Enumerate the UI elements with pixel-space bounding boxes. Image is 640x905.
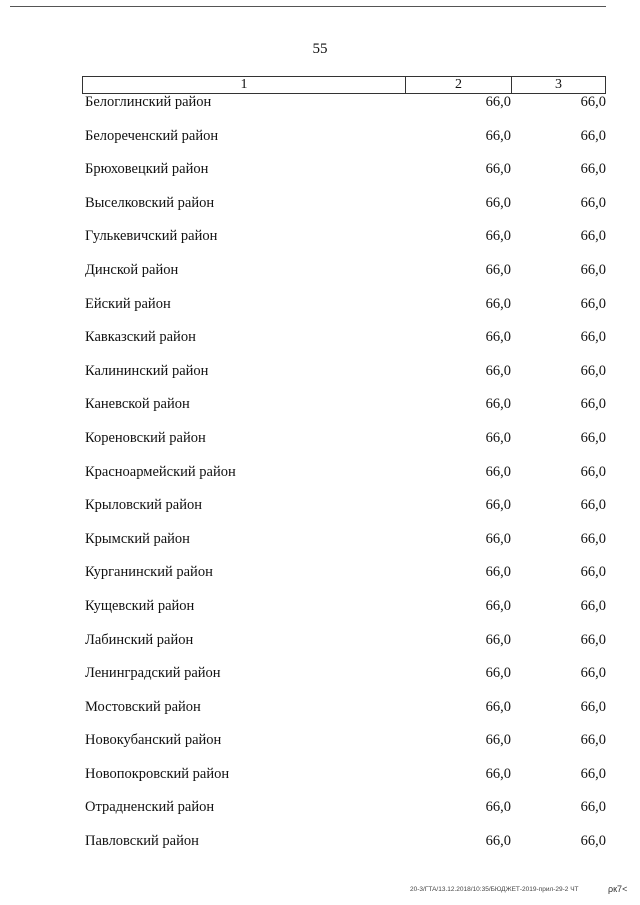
table-row [82, 428, 608, 462]
row-value-col-2: 66,0 [485, 429, 511, 446]
row-value-col-3: 66,0 [580, 362, 606, 379]
row-value-col-2: 66,0 [485, 161, 511, 178]
table-row [82, 226, 608, 260]
table-row [82, 697, 608, 731]
row-value-col-3: 66,0 [580, 261, 606, 278]
table-row [82, 630, 608, 664]
row-value-col-3: 66,0 [580, 194, 606, 211]
row-value-col-2: 66,0 [485, 194, 511, 211]
row-value-col-3: 66,0 [580, 765, 606, 782]
row-value-col-2: 66,0 [485, 732, 511, 749]
table-row [82, 562, 608, 596]
row-name: Павловский район [85, 833, 199, 850]
row-name: Новопокровский район [85, 765, 230, 782]
row-value-col-2: 66,0 [485, 530, 511, 547]
row-name: Отрадненский район [85, 799, 215, 816]
table-row [82, 596, 608, 630]
row-value-col-3: 66,0 [580, 698, 606, 715]
row-value-col-3: 66,0 [580, 564, 606, 581]
row-value-col-3: 66,0 [580, 161, 606, 178]
table-row [82, 159, 608, 193]
row-value-col-2: 66,0 [485, 362, 511, 379]
table-row [82, 294, 608, 328]
row-value-col-2: 66,0 [485, 329, 511, 346]
row-name: Брюховецкий район [85, 161, 209, 178]
top-rule [10, 6, 606, 7]
row-value-col-2: 66,0 [485, 698, 511, 715]
row-value-col-3: 66,0 [580, 429, 606, 446]
row-value-col-2: 66,0 [485, 463, 511, 480]
table-row [82, 529, 608, 563]
row-value-col-2: 66,0 [485, 765, 511, 782]
table-row [82, 797, 608, 831]
row-value-col-2: 66,0 [485, 396, 511, 413]
row-value-col-3: 66,0 [580, 665, 606, 682]
table-row [82, 730, 608, 764]
row-name: Новокубанский район [85, 732, 222, 749]
row-name: Динской район [85, 261, 179, 278]
row-value-col-3: 66,0 [580, 396, 606, 413]
header-col-1: 1 [83, 77, 406, 93]
row-name: Гулькевичский район [85, 228, 218, 245]
row-value-col-3: 66,0 [580, 127, 606, 144]
table-row [82, 126, 608, 160]
row-name: Ейский район [85, 295, 171, 312]
table-row [82, 462, 608, 496]
row-value-col-2: 66,0 [485, 228, 511, 245]
row-value-col-3: 66,0 [580, 295, 606, 312]
page-number: 55 [312, 41, 328, 57]
row-value-col-3: 66,0 [580, 597, 606, 614]
header-col-2: 2 [406, 77, 512, 93]
row-name: Кореновский район [85, 429, 206, 446]
row-name: Красноармейский район [85, 463, 236, 480]
table-row [82, 831, 608, 865]
table-row [82, 327, 608, 361]
row-value-col-3: 66,0 [580, 631, 606, 648]
row-value-col-2: 66,0 [485, 665, 511, 682]
footer-mark: ρк7< [608, 884, 628, 894]
row-value-col-2: 66,0 [485, 631, 511, 648]
table-row [82, 260, 608, 294]
row-value-col-2: 66,0 [485, 295, 511, 312]
table-row [82, 663, 608, 697]
table-row [82, 495, 608, 529]
header-col-3: 3 [555, 77, 562, 92]
row-value-col-3: 66,0 [580, 228, 606, 245]
row-name: Белоглинский район [85, 94, 212, 110]
row-value-col-2: 66,0 [485, 261, 511, 278]
row-name: Крыловский район [85, 497, 202, 514]
row-name: Мостовский район [85, 698, 201, 715]
row-value-col-2: 66,0 [485, 799, 511, 816]
row-value-col-3: 66,0 [580, 463, 606, 480]
row-name: Лабинский район [85, 631, 194, 648]
row-name: Курганинский район [85, 564, 213, 581]
row-value-col-2: 66,0 [485, 94, 511, 110]
row-name: Каневской район [85, 396, 190, 413]
row-name: Выселковский район [85, 194, 215, 211]
table-row [82, 193, 608, 227]
table-row [82, 394, 608, 428]
table-row [82, 361, 608, 395]
table-row [82, 764, 608, 798]
row-value-col-2: 66,0 [485, 564, 511, 581]
row-value-col-2: 66,0 [485, 833, 511, 850]
row-value-col-3: 66,0 [580, 833, 606, 850]
row-value-col-3: 66,0 [580, 329, 606, 346]
row-value-col-2: 66,0 [485, 127, 511, 144]
row-value-col-3: 66,0 [580, 732, 606, 749]
row-name: Белореченский район [85, 127, 219, 144]
row-name: Ленинградский район [85, 665, 221, 682]
row-name: Крымский район [85, 530, 190, 547]
row-value-col-2: 66,0 [485, 497, 511, 514]
row-name: Кавказский район [85, 329, 196, 346]
row-value-col-2: 66,0 [485, 597, 511, 614]
table-row [82, 92, 608, 126]
row-value-col-3: 66,0 [580, 799, 606, 816]
row-value-col-3: 66,0 [580, 94, 606, 110]
table-body [82, 92, 608, 865]
row-name: Кущевский район [85, 597, 195, 614]
row-value-col-3: 66,0 [580, 530, 606, 547]
row-value-col-3: 66,0 [580, 497, 606, 514]
row-name: Калининский район [85, 362, 209, 379]
footer-stamp: 20-3/ГТА/13.12.2018/10:35/БЮДЖЕТ-2019-прил-29-2 ЧТ [410, 886, 579, 893]
